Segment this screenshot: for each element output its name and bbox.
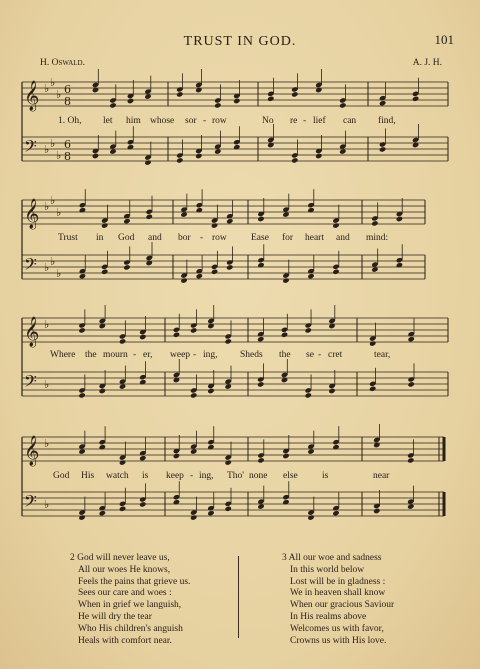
lyric-word: can bbox=[343, 116, 357, 126]
lyric-word: Where bbox=[50, 350, 76, 360]
verse-line: Welcomes us with favor, bbox=[290, 623, 384, 634]
composer-credit: H. Oswald. bbox=[40, 58, 85, 68]
note-head bbox=[211, 222, 218, 228]
verse-line: 3 All our woe and sadness bbox=[282, 553, 382, 563]
note-head bbox=[332, 269, 339, 275]
note-head bbox=[281, 332, 288, 338]
note-head bbox=[267, 96, 274, 102]
note-head bbox=[173, 453, 180, 459]
note-head bbox=[332, 222, 339, 228]
note-head bbox=[190, 514, 197, 520]
lyric-word: lief bbox=[313, 116, 326, 126]
lyric-word: the bbox=[279, 350, 291, 360]
verse-line: Lost will be in gladness : bbox=[290, 576, 386, 587]
lyric-word: tear, bbox=[374, 350, 391, 360]
note-head bbox=[226, 218, 233, 224]
note-head bbox=[371, 266, 378, 272]
verse-line: In His realms above bbox=[290, 611, 367, 622]
note-head bbox=[173, 332, 180, 338]
lyric-word: God bbox=[118, 233, 135, 243]
note-head bbox=[257, 336, 264, 342]
note-head bbox=[291, 157, 298, 163]
lyric-word: and bbox=[148, 233, 162, 243]
note-head bbox=[176, 91, 183, 97]
verse-line: He will dry the tear bbox=[78, 611, 152, 622]
note-head bbox=[332, 510, 339, 516]
lyric-word: heart bbox=[305, 233, 324, 243]
lyric-word: in bbox=[96, 233, 104, 243]
note-head bbox=[127, 98, 134, 104]
note-head bbox=[78, 448, 85, 454]
treble-clef-icon: 𝄞 bbox=[24, 199, 40, 229]
note-head bbox=[78, 327, 85, 333]
lyric-word: for bbox=[282, 233, 294, 243]
lyric-word: row bbox=[212, 116, 227, 126]
note-head bbox=[282, 453, 289, 459]
lyric-word: - bbox=[318, 350, 322, 360]
note-head bbox=[257, 216, 264, 222]
lyric-word: Sheds bbox=[240, 350, 263, 360]
note-head bbox=[305, 392, 312, 398]
note-head bbox=[196, 273, 203, 279]
note-head bbox=[226, 264, 233, 270]
note-head bbox=[373, 508, 380, 514]
note-head bbox=[146, 214, 153, 220]
treble-clef-icon: 𝄞 bbox=[24, 317, 40, 347]
lyric-word: bor bbox=[178, 233, 191, 243]
lyric-word: mourn bbox=[103, 350, 128, 360]
note-head bbox=[79, 273, 86, 279]
note-head bbox=[379, 146, 386, 152]
note-head bbox=[92, 153, 99, 159]
lyric-word: him bbox=[126, 116, 141, 126]
note-head bbox=[123, 264, 130, 270]
lyric-word: keep bbox=[166, 471, 184, 481]
lyric-word: er, bbox=[143, 350, 153, 360]
lyric-word: let bbox=[103, 116, 113, 126]
flat-icon: ♭ bbox=[44, 261, 50, 274]
note-head bbox=[379, 100, 386, 106]
note-head bbox=[225, 383, 232, 389]
verse-line: Heals with comfort near. bbox=[78, 635, 172, 646]
note-head bbox=[109, 148, 116, 154]
verse-line: 2 God will never leave us, bbox=[70, 553, 170, 563]
lyric-word: whose bbox=[150, 116, 175, 126]
lyric-word: mind: bbox=[366, 233, 389, 243]
verse-line: When in grief we languish, bbox=[78, 600, 182, 611]
time-signature: 8 bbox=[64, 150, 71, 163]
note-head bbox=[190, 327, 197, 333]
note-head bbox=[139, 455, 146, 461]
note-head bbox=[369, 340, 376, 346]
treble-clef-icon: 𝄞 bbox=[24, 81, 40, 111]
note-head bbox=[307, 273, 314, 279]
note-head bbox=[101, 269, 108, 275]
note-head bbox=[180, 277, 187, 283]
lyric-word: - bbox=[203, 116, 207, 126]
note-head bbox=[99, 510, 106, 516]
lyric-word: ing, bbox=[203, 350, 218, 360]
verse-line: In this world below bbox=[290, 564, 365, 575]
lyric-word: is bbox=[142, 471, 149, 481]
lyric-word: ing, bbox=[199, 471, 214, 481]
flat-icon: ♭ bbox=[56, 88, 62, 101]
lyric-word: else bbox=[283, 471, 298, 481]
lyric-word: 1. Oh, bbox=[58, 116, 82, 126]
time-signature: 6 bbox=[64, 138, 71, 151]
note-head bbox=[369, 386, 376, 392]
lyric-word: sor bbox=[185, 116, 197, 126]
note-head bbox=[225, 506, 232, 512]
bass-clef-icon: 𝄢 bbox=[24, 136, 37, 160]
lyric-word: - bbox=[133, 350, 137, 360]
note-head bbox=[207, 388, 214, 394]
verse-line: Feels the pains that grieve us. bbox=[78, 576, 191, 587]
note-head bbox=[307, 514, 314, 520]
bass-clef-icon: 𝄢 bbox=[24, 491, 37, 515]
note-head bbox=[257, 503, 264, 509]
note-head bbox=[339, 148, 346, 154]
lyric-word: weep bbox=[170, 350, 191, 360]
note-head bbox=[407, 457, 414, 463]
time-signature: 6 bbox=[64, 83, 71, 96]
note-head bbox=[233, 98, 240, 104]
lyric-word: find, bbox=[378, 116, 396, 126]
verse-2 bbox=[70, 553, 190, 647]
note-head bbox=[257, 381, 264, 387]
verse-line: Crowns us with His love. bbox=[290, 635, 387, 646]
flat-icon: ♭ bbox=[44, 378, 50, 391]
flat-icon: ♭ bbox=[44, 200, 50, 213]
flat-icon: ♭ bbox=[44, 498, 50, 511]
note-head bbox=[123, 218, 130, 224]
note-head bbox=[195, 153, 202, 159]
lyric-word: cret bbox=[328, 350, 343, 360]
treble-clef-icon: 𝄞 bbox=[24, 436, 40, 466]
verse-3 bbox=[282, 553, 394, 647]
flat-icon: ♭ bbox=[56, 267, 62, 280]
lyric-word: Ease bbox=[251, 233, 269, 243]
note-head bbox=[328, 388, 335, 394]
note-head bbox=[407, 503, 414, 509]
note-head bbox=[257, 457, 264, 463]
note-head bbox=[339, 102, 346, 108]
note-head bbox=[78, 392, 85, 398]
bass-clef-icon: 𝄢 bbox=[24, 254, 37, 278]
lyric-word: and bbox=[336, 233, 350, 243]
note-head bbox=[408, 336, 415, 342]
author-credit: A. J. H. bbox=[412, 58, 442, 68]
flat-icon: ♭ bbox=[50, 194, 56, 207]
note-head bbox=[207, 510, 214, 516]
note-head bbox=[144, 93, 151, 99]
note-head bbox=[214, 102, 221, 108]
lyric-word: is bbox=[322, 471, 329, 481]
flat-icon: ♭ bbox=[50, 255, 56, 268]
verse-line: When our gracious Saviour bbox=[290, 600, 395, 611]
note-head bbox=[119, 459, 126, 465]
note-head bbox=[305, 327, 312, 333]
lyric-word: - bbox=[303, 116, 307, 126]
note-head bbox=[180, 211, 187, 217]
lyric-word: near bbox=[373, 471, 390, 481]
verse-divider bbox=[238, 556, 239, 638]
note-head bbox=[119, 338, 126, 344]
note-head bbox=[225, 459, 232, 465]
note-head bbox=[315, 153, 322, 159]
flat-icon: ♭ bbox=[50, 137, 56, 150]
verse-line: All our woes He knows, bbox=[78, 564, 171, 575]
verse-line: We in heaven shall know bbox=[290, 588, 386, 599]
lyric-word: No bbox=[262, 116, 274, 126]
note-head bbox=[139, 501, 146, 507]
time-signature: 8 bbox=[64, 95, 71, 108]
page-number: 101 bbox=[434, 32, 454, 47]
note-head bbox=[109, 102, 116, 108]
note-head bbox=[225, 338, 232, 344]
verse-line: Who His children's anguish bbox=[78, 623, 183, 634]
note-head bbox=[119, 506, 126, 512]
lyric-word: His bbox=[81, 471, 95, 481]
lyric-word: Trust bbox=[58, 233, 78, 243]
note-head bbox=[78, 514, 85, 520]
lyric-word: God bbox=[53, 471, 70, 481]
note-head bbox=[190, 392, 197, 398]
verse-line: Sees our care and woes : bbox=[78, 588, 172, 599]
flat-icon: ♭ bbox=[44, 318, 50, 331]
note-head bbox=[99, 388, 106, 394]
note-head bbox=[214, 148, 221, 154]
note-head bbox=[282, 277, 289, 283]
lyric-word: the bbox=[85, 350, 97, 360]
bass-clef-icon: 𝄢 bbox=[24, 371, 37, 395]
lyric-word: re bbox=[290, 116, 298, 126]
lyric-word: none bbox=[249, 471, 268, 481]
lyric-word: row bbox=[212, 233, 227, 243]
note-head bbox=[176, 157, 183, 163]
note-head bbox=[190, 448, 197, 454]
flat-icon: ♭ bbox=[44, 143, 50, 156]
flat-icon: ♭ bbox=[56, 149, 62, 162]
note-head bbox=[412, 96, 419, 102]
note-head bbox=[307, 448, 314, 454]
note-head bbox=[139, 334, 146, 340]
note-head bbox=[211, 269, 218, 275]
flat-icon: ♭ bbox=[50, 76, 56, 89]
lyric-word: - bbox=[190, 471, 194, 481]
lyric-word: - bbox=[193, 350, 197, 360]
note-head bbox=[291, 91, 298, 97]
note-head bbox=[408, 381, 415, 387]
flat-icon: ♭ bbox=[56, 206, 62, 219]
note-head bbox=[371, 220, 378, 226]
flat-icon: ♭ bbox=[44, 82, 50, 95]
note-head bbox=[144, 159, 151, 165]
hymn-title: TRUST IN GOD. bbox=[183, 34, 297, 49]
note-head bbox=[396, 216, 403, 222]
flat-icon: ♭ bbox=[44, 437, 50, 450]
lyric-word: se bbox=[306, 350, 314, 360]
lyric-word: - bbox=[200, 233, 204, 243]
note-head bbox=[282, 211, 289, 217]
note-head bbox=[101, 222, 108, 228]
lyric-word: watch bbox=[106, 471, 129, 481]
lyric-word: Tho' bbox=[227, 471, 245, 481]
note-head bbox=[119, 383, 126, 389]
